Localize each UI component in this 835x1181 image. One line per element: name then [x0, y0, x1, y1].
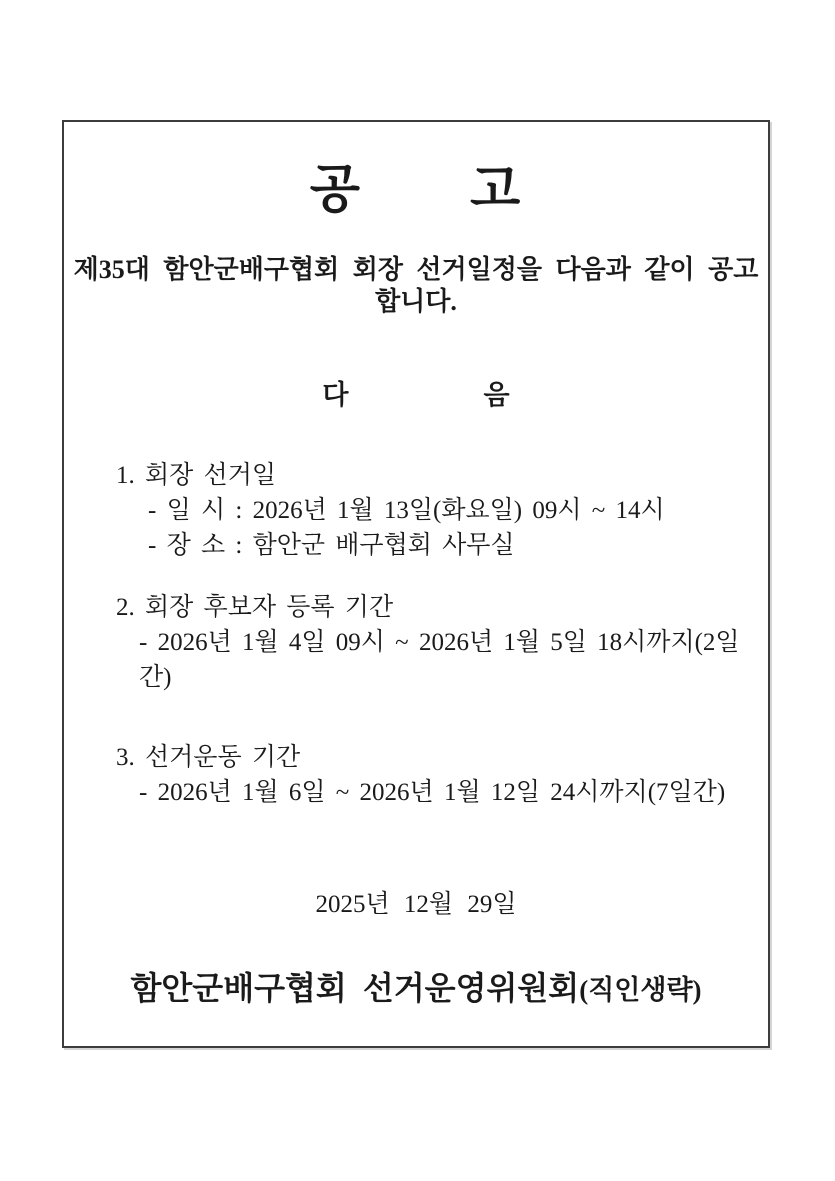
daeum-heading: 다 음 [322, 379, 510, 410]
section-line-place: - 장 소 : 함안군 배구협회 사무실 [148, 531, 515, 559]
section-line-datetime: - 일 시 : 2026년 1월 13일(화요일) 09시 ~ 14시 [148, 496, 665, 524]
document-subtitle: 제35대 함안군배구협회 회장 선거일정을 다음과 같이 공고합니다. [73, 255, 759, 316]
section-election-day [116, 458, 768, 563]
document-date: 2025년 12월 29일 [315, 890, 517, 918]
schedule-sections [64, 458, 768, 810]
section-candidate-registration [116, 590, 768, 695]
section-line-period: - 2026년 1월 4일 09시 ~ 2026년 1월 5일 18시까지(2일간) [139, 628, 740, 691]
section-line-period: - 2026년 1월 6일 ~ 2026년 1월 12일 24시까지(7일간) [139, 778, 726, 806]
section-heading: 1. 회장 선거일 [116, 461, 277, 489]
section-campaign-period [116, 740, 768, 810]
issuer-line [64, 970, 768, 1007]
section-heading: 3. 선거운동 기간 [116, 743, 301, 771]
section-heading: 2. 회장 후보자 등록 기간 [116, 593, 394, 621]
issuer-seal-omitted-note: (직인생략) [579, 974, 702, 1005]
document-border-box [62, 120, 770, 1048]
document-title: 공 고 [309, 162, 523, 219]
issuer-name: 함안군배구협회 선거운영위원회 [130, 969, 580, 1006]
